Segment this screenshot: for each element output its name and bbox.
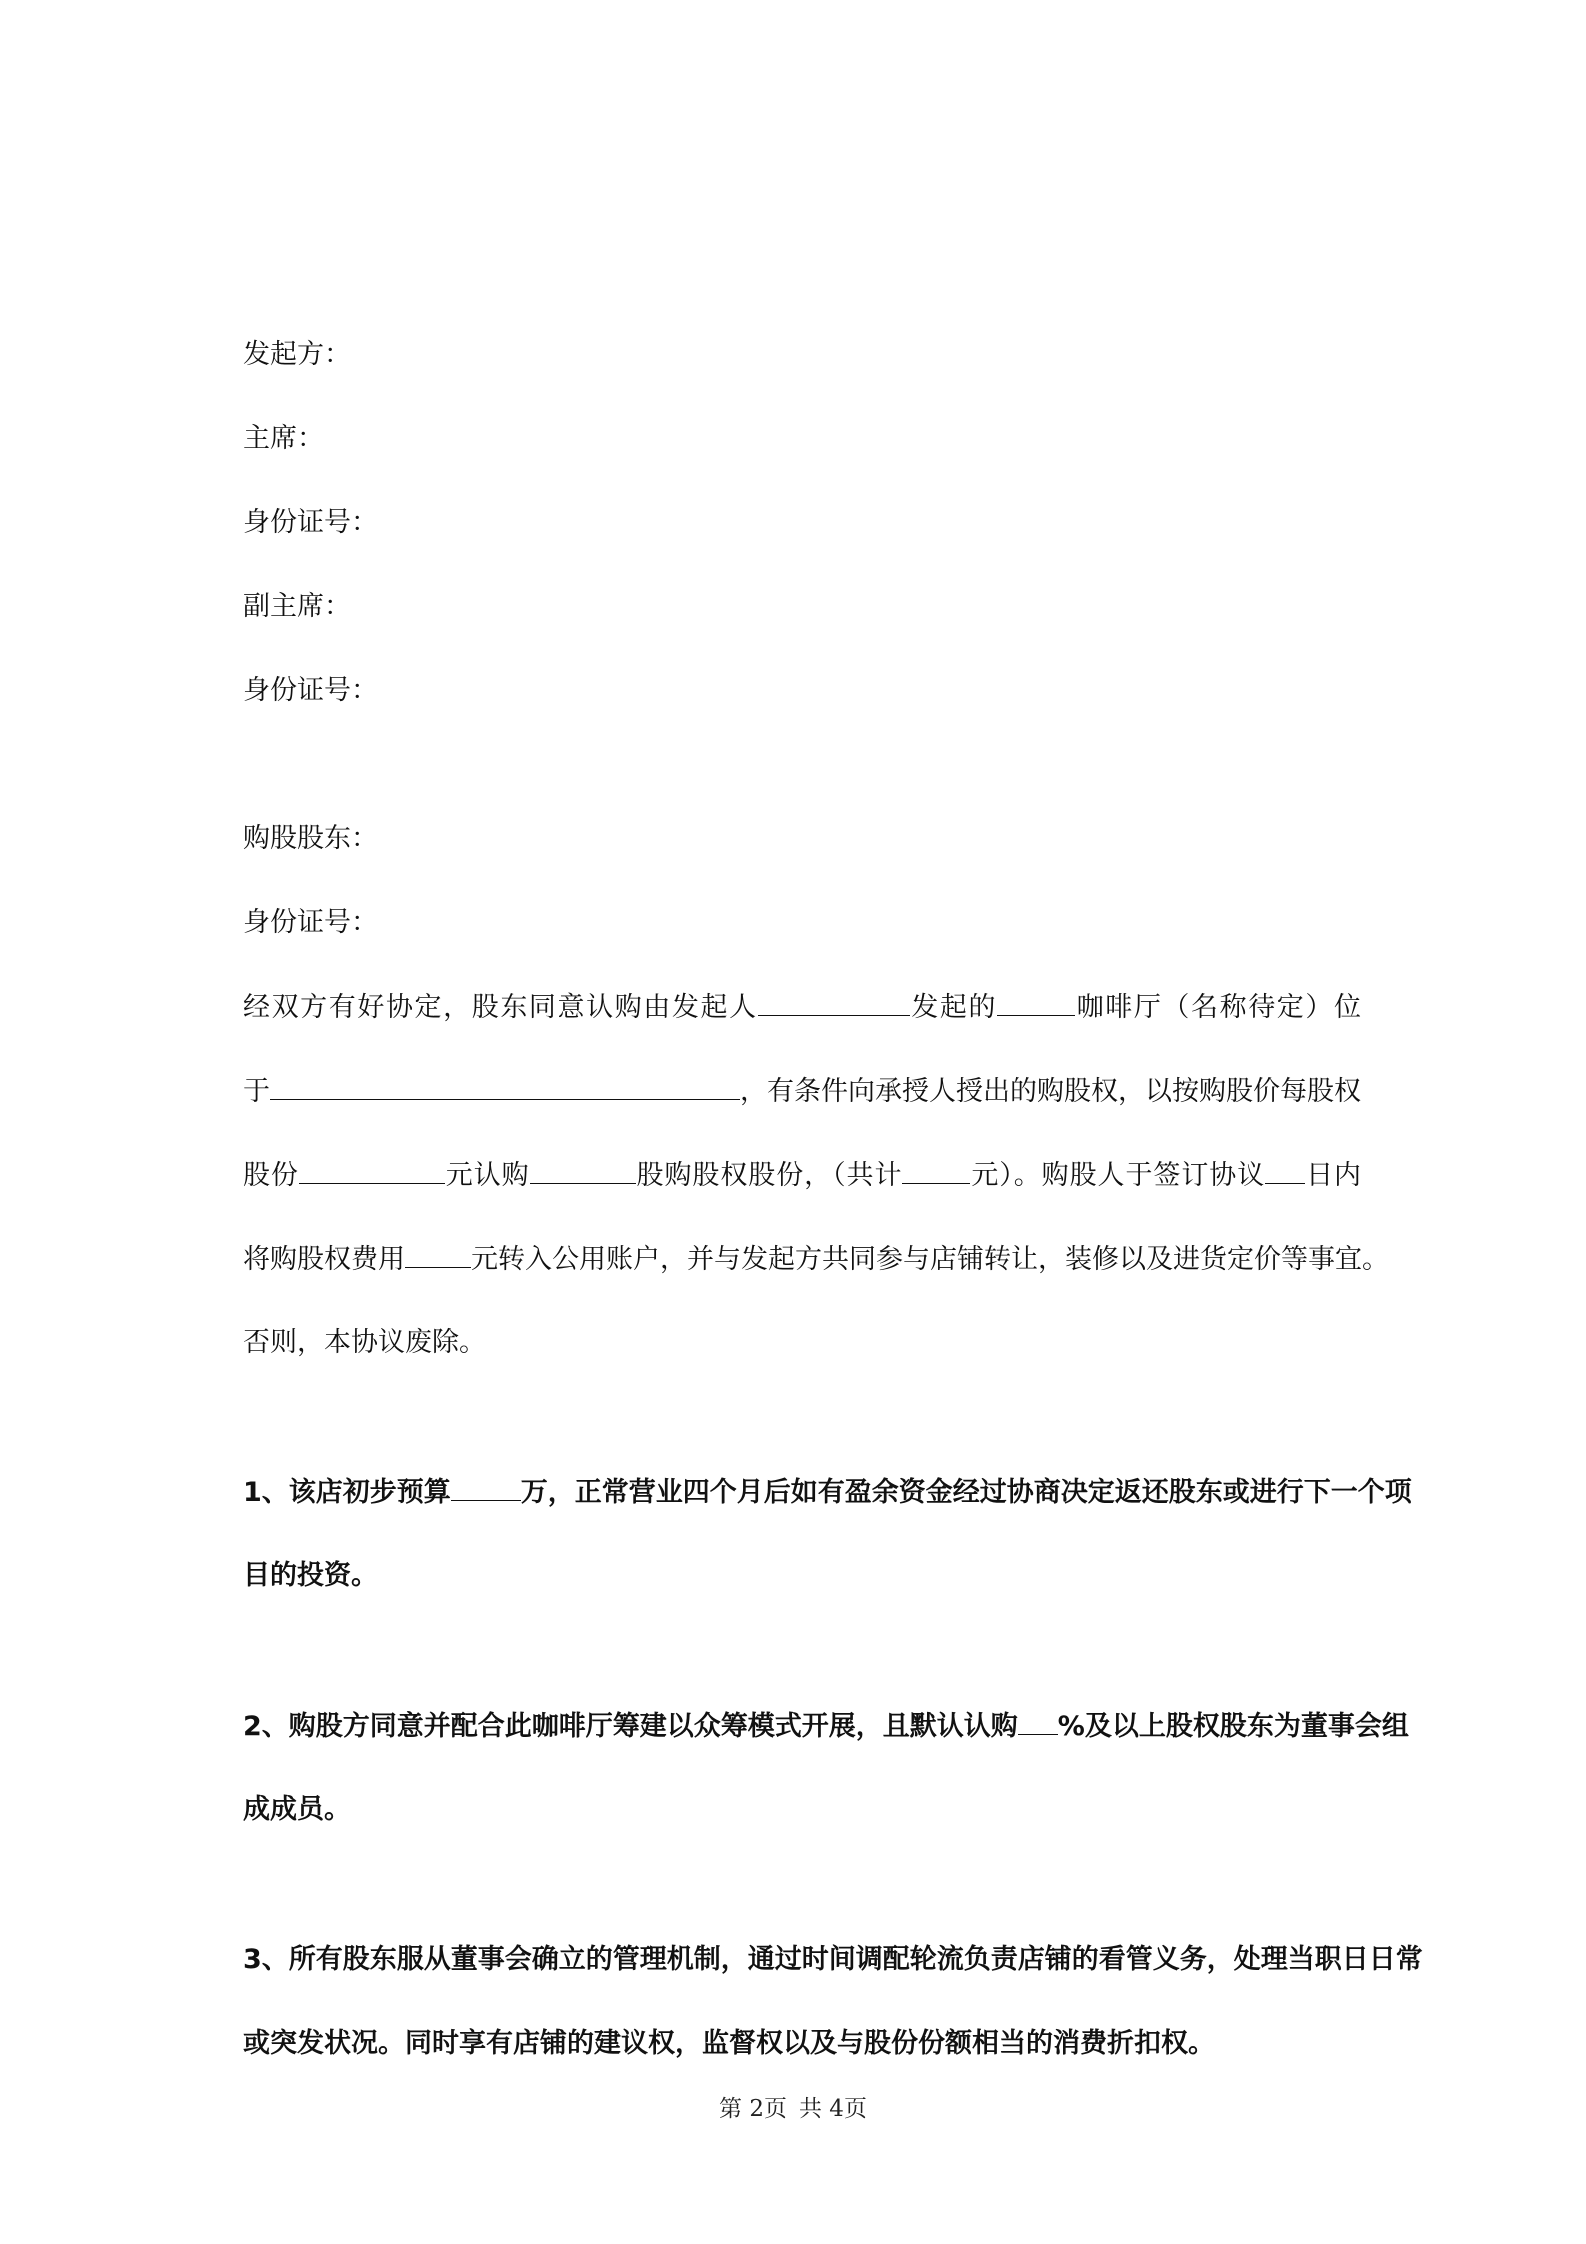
- share-count-blank[interactable]: [530, 1157, 636, 1184]
- budget-blank[interactable]: [451, 1474, 521, 1501]
- body-text: 将购股权费用: [243, 1244, 405, 1275]
- body-line-4: [243, 1241, 1389, 1278]
- clause-1-line-2: 目的投资。: [243, 1560, 378, 1591]
- chairman-id-label: 身份证号：: [243, 507, 378, 538]
- body-line-1: [243, 989, 1361, 1026]
- body-text: 咖啡厅（名称待定）位: [1075, 992, 1361, 1023]
- clause-text: %及以上股权股东为董事会组: [1057, 1711, 1409, 1742]
- body-text: 日内: [1305, 1160, 1362, 1191]
- total-amount-blank[interactable]: [902, 1157, 970, 1184]
- buyer-label: 购股股东：: [243, 823, 378, 854]
- body-text: 于: [243, 1076, 270, 1107]
- clause-1-line-1: [243, 1474, 1412, 1511]
- page-total: 共 4页: [799, 2096, 867, 2122]
- city-blank[interactable]: [997, 989, 1075, 1016]
- vice-chairman-label: 副主席：: [243, 591, 351, 622]
- clause-text: 万，正常营业四个月后如有盈余资金经过协商决定返还股东或进行下一个项: [520, 1477, 1412, 1508]
- initiator-label: 发起方：: [243, 339, 351, 370]
- fee-blank[interactable]: [405, 1241, 471, 1268]
- address-blank[interactable]: [270, 1073, 740, 1100]
- body-text: 股份: [243, 1160, 299, 1191]
- body-text: 元转入公用账户，并与发起方共同参与店铺转让，装修以及进货定价等事宜。: [471, 1244, 1389, 1275]
- buyer-id-label: 身份证号：: [243, 907, 378, 938]
- body-text: ，有条件向承授人授出的购股权，以按购股价每股权: [740, 1076, 1361, 1107]
- vice-chairman-id-label: 身份证号：: [243, 675, 378, 706]
- clause-2-line-1: [243, 1708, 1409, 1745]
- chairman-label: 主席：: [243, 423, 324, 454]
- body-line-2: [243, 1073, 1361, 1110]
- clause-2-line-2: 成成员。: [243, 1794, 351, 1825]
- page-footer: [0, 2090, 1586, 2123]
- body-text: 发起的: [909, 992, 998, 1023]
- body-line-3: [243, 1157, 1361, 1194]
- percent-blank[interactable]: [1018, 1708, 1058, 1735]
- body-text: 元认购: [444, 1160, 530, 1191]
- clause-text: 1、该店初步预算: [243, 1477, 451, 1508]
- days-blank[interactable]: [1265, 1157, 1305, 1184]
- clause-3-line-2: 或突发状况。同时享有店铺的建议权，监督权以及与股份份额相当的消费折扣权。: [243, 2028, 1215, 2059]
- price-blank[interactable]: [299, 1157, 445, 1184]
- page-number: 第 2页: [719, 2096, 787, 2122]
- body-text: 股购股权股份，（共计: [635, 1160, 903, 1191]
- body-text: 经双方有好协定，股东同意认购由发起人: [243, 992, 758, 1023]
- body-text: 元）。购股人于签订协议: [970, 1160, 1266, 1191]
- clause-text: 2、购股方同意并配合此咖啡厅筹建以众筹模式开展，且默认认购: [243, 1711, 1018, 1742]
- clause-3-line-1: 3、所有股东服从董事会确立的管理机制，通过时间调配轮流负责店铺的看管义务，处理当职日日常: [243, 1944, 1423, 1975]
- initiator-name-blank[interactable]: [758, 989, 910, 1016]
- body-line-5: 否则，本协议废除。: [243, 1327, 486, 1358]
